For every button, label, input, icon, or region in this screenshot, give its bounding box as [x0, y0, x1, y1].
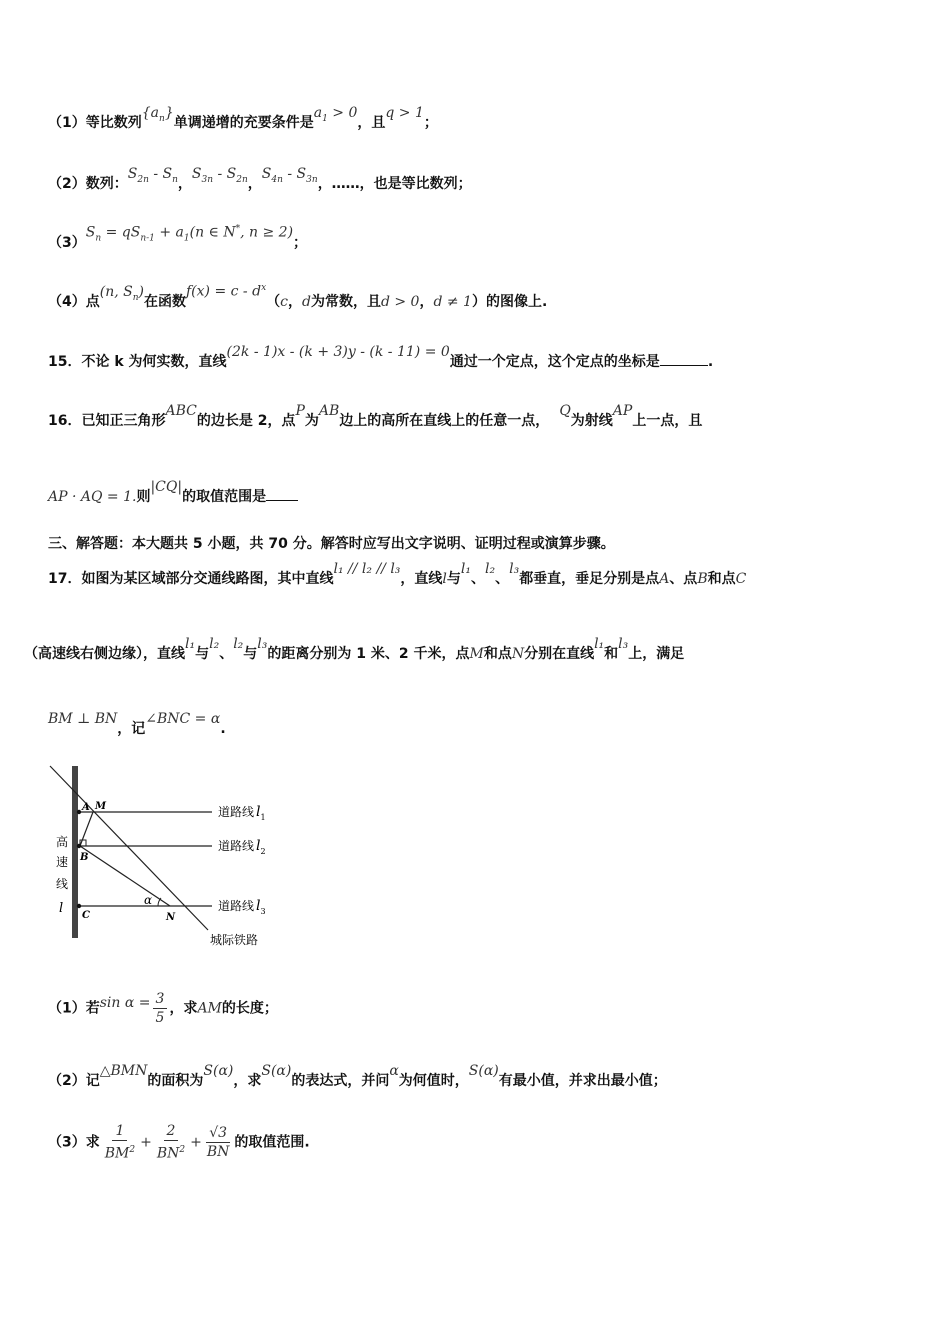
- label-road2: 道路线 $l_2$: [218, 838, 266, 856]
- math-line-eq: (2k - 1)x - (k + 3)y - (k - 11) = 0: [226, 344, 450, 360]
- math-seq-an: $\{a_n\}$: [141, 105, 174, 124]
- section-3-heading: 三、解答题：本大题共 5 小题，共 70 分。解答时应写出文字说明、证明过程或演算步骤。: [48, 536, 615, 552]
- fraction-2: $\frac{2}{BN^2}$: [156, 1123, 186, 1162]
- statement-4: （4）点(n, $S_n$)在函数$f(x) = c - d^x(c$，d为常数，且d > 0，d ≠ 1）的图像上.: [48, 283, 548, 310]
- answer-blank-15[interactable]: [660, 353, 708, 366]
- label-n: N: [166, 912, 176, 923]
- math-recurrence: $S_n = qS_{n-1} + a_1(n$ ∈ N*, n ≥ 2): [85, 224, 294, 244]
- fraction-3-5: $\frac{3}{5}$: [153, 990, 168, 1027]
- alpha-arc: [158, 898, 161, 906]
- fraction-3: $\frac{√3}{BN}$: [206, 1124, 230, 1160]
- math-abs-cq: |CQ|: [150, 479, 183, 495]
- math-term-3: $S_{4n} - S_{3n}$: [261, 166, 318, 185]
- math-a1-pos: $a_1 > 0$: [313, 105, 358, 124]
- label-highway-l: l: [59, 901, 64, 916]
- part-2: （2）记△BMN的面积为S(α)，求S(α)的表达式，并问α为何值时，S(α)有最小值，并求出最小值；: [48, 1063, 667, 1089]
- math-term-2: $S_{3n} - S_{2n}$: [191, 166, 248, 185]
- question-16-line1: 16．已知正三角形ABC的边长是 2，点P为AB边上的高所在直线上的任意一点，Q为射线AP上一点，且: [48, 403, 703, 429]
- math-perp: BM ⊥ BN: [48, 711, 118, 727]
- answer-blank-16[interactable]: [266, 488, 298, 501]
- label-highway-3: 线: [56, 877, 69, 891]
- part-1: （1）若sin α = $\frac{3}{5}$ ，求AM的长度；: [48, 991, 278, 1026]
- math-term-1: $S_{2n} - S_n$: [127, 166, 178, 185]
- label-b: B: [80, 852, 89, 863]
- question-17-line1: 17．如图为某区域部分交通线路图，其中直线l₁ // l₂ // l₃，直线l与l₁、l₂、l₃都垂直，垂足分别是点A、点B和点C: [48, 561, 747, 587]
- label-a: A: [82, 802, 90, 813]
- question-16-line2: AP · AQ = 1.则|CQ|的取值范围是: [48, 486, 298, 506]
- traffic-diagram: [40, 760, 300, 950]
- math-point: (n, $S_n$): [99, 284, 144, 303]
- fraction-1: $\frac{1}{BM^2}$: [104, 1123, 136, 1162]
- question-15: 15．不论 k 为何实数，直线(2k - 1)x - (k + 3)y - (k - 11) = 0通过一个定点，这个定点的坐标是 .: [48, 344, 714, 370]
- label-alpha: α: [144, 893, 153, 907]
- math-function: $f(x) = c - d^x$: [186, 283, 267, 300]
- label-c: C: [82, 910, 90, 921]
- label-highway-1: 高: [56, 835, 69, 849]
- label-highway-2: 速: [56, 855, 69, 869]
- question-17-line2: （高速线右侧边缘），直线l₁与l₂、l₂与l₃的距离分别为 1 米、2 千米，点M和点N分别在直线l₁和l₃上，满足: [24, 636, 685, 662]
- math-dot-product: AP · AQ = 1.: [48, 489, 137, 505]
- question-17-line3: BM ⊥ BN，记∠BNC = α.: [48, 711, 226, 737]
- label-road1: 道路线 $l_1$: [218, 804, 266, 822]
- statement-2: （2）数列：$S_{2n} - S_n$，$S_{3n} - S_{2n}$，$S_{4n} - S_{3n}$，……，也是等比数列；: [48, 166, 472, 192]
- statement-3: $(3)S_n = qS_{n-1} + a_1(n$ ∈ N*, n ≥ 2)；: [48, 224, 308, 251]
- part-3: （3）求 $\frac{1}{BM^2}$ + $\frac{2}{BN^2}$ + $\frac{√3}{BN}$ 的取值范围.: [48, 1123, 310, 1162]
- math-q-gt-1: q > 1: [385, 105, 424, 121]
- label-rail: 城际铁路: [210, 933, 259, 947]
- label-road3: 道路线 $l_3$: [218, 898, 266, 916]
- label-m: M: [95, 801, 107, 812]
- statement-1: （1）等比数列$\{a_n\}$单调递增的充要条件是$a_1 > 0$，且q > 1；: [48, 105, 438, 131]
- math-angle: ∠BNC = α: [145, 711, 221, 727]
